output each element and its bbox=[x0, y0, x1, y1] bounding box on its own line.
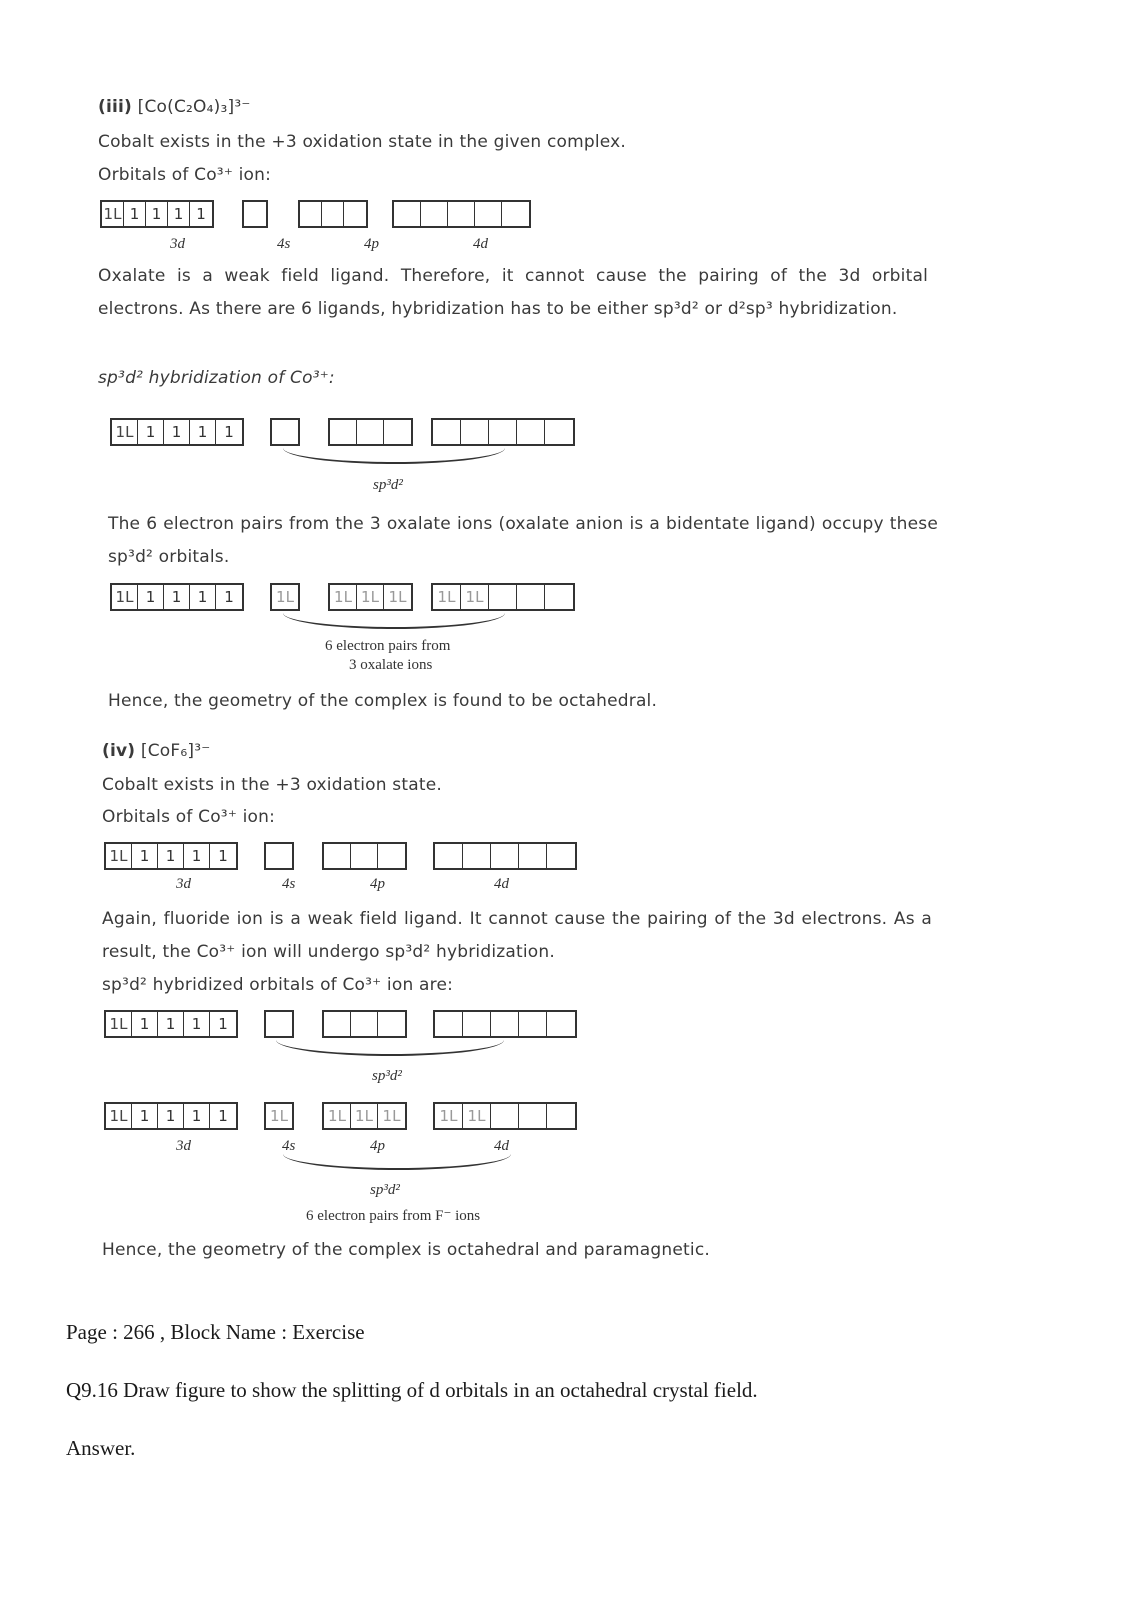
electron-pair: 1L bbox=[106, 1012, 132, 1036]
electron-up: 1 bbox=[146, 202, 168, 226]
empty-box bbox=[433, 420, 461, 444]
electron-up: 1 bbox=[138, 420, 164, 444]
empty-box bbox=[547, 844, 575, 868]
caption-oxalate-pairs-2: 3 oxalate ions bbox=[349, 657, 433, 673]
brace-fluoride-pairs bbox=[283, 1154, 511, 1170]
empty-box bbox=[357, 420, 384, 444]
electron-up: 1 bbox=[218, 1015, 228, 1033]
orbital-4p bbox=[328, 583, 413, 611]
part-iv-conclusion: Hence, the geometry of the complex is octahedral and paramagnetic. bbox=[102, 1240, 710, 1260]
part-iii-oxidation-state: Cobalt exists in the +3 oxidation state in the given complex. bbox=[98, 132, 627, 152]
empty-box bbox=[330, 420, 357, 444]
empty-box bbox=[519, 844, 547, 868]
empty-box bbox=[435, 1012, 463, 1036]
ligand-pair: 1L bbox=[435, 1104, 463, 1128]
part-iv-number: (iv) bbox=[102, 741, 136, 761]
electron-up: 1 bbox=[184, 1012, 210, 1036]
empty-box bbox=[272, 420, 298, 444]
orbital-4d bbox=[433, 842, 577, 870]
electron-up: 1 bbox=[196, 205, 206, 223]
empty-box bbox=[489, 420, 517, 444]
empty-box bbox=[463, 1012, 491, 1036]
empty-box bbox=[491, 1104, 519, 1128]
electron-up: 1 bbox=[124, 202, 146, 226]
label-4s: 4s bbox=[282, 1138, 296, 1154]
orbital-4d bbox=[431, 418, 575, 446]
electron-up: 1 bbox=[190, 585, 216, 609]
electron-pair: 1L bbox=[112, 585, 138, 609]
ligand-pair: 1L bbox=[382, 1107, 401, 1125]
empty-box bbox=[378, 844, 405, 868]
ligand-pair: 1L bbox=[324, 1104, 351, 1128]
label-3d: 3d bbox=[176, 1138, 191, 1154]
label-4s: 4s bbox=[277, 236, 291, 252]
empty-box bbox=[519, 1012, 547, 1036]
ligand-pair: 1L bbox=[357, 585, 384, 609]
page-block-info: Page : 266 , Block Name : Exercise bbox=[66, 1320, 365, 1344]
orbital-3d bbox=[104, 1010, 238, 1038]
electron-up: 1 bbox=[164, 420, 190, 444]
empty-box bbox=[545, 420, 573, 444]
orbital-4s bbox=[242, 200, 268, 228]
electron-up: 1 bbox=[138, 585, 164, 609]
part-iv-hybridized-label: sp³d² hybridized orbitals of Co³⁺ ion are: bbox=[102, 975, 454, 995]
empty-box bbox=[344, 202, 366, 226]
ligand-pair: 1L bbox=[463, 1104, 491, 1128]
empty-box bbox=[351, 1012, 378, 1036]
electron-up: 1 bbox=[158, 844, 184, 868]
empty-box bbox=[351, 844, 378, 868]
electron-up: 1 bbox=[158, 1012, 184, 1036]
electron-up: 1 bbox=[132, 1012, 158, 1036]
diagram-iv-hybridization bbox=[104, 1010, 577, 1038]
empty-box bbox=[547, 1012, 575, 1036]
empty-box bbox=[491, 1012, 519, 1036]
orbital-3d bbox=[104, 1102, 238, 1130]
electron-up: 1 bbox=[184, 844, 210, 868]
part-iii-hybridization-label: sp³d² hybridization of Co³⁺: bbox=[98, 368, 335, 388]
ligand-pair: 1L bbox=[270, 1107, 288, 1125]
electron-up: 1 bbox=[168, 202, 190, 226]
orbital-4s bbox=[264, 1010, 294, 1038]
empty-box bbox=[517, 420, 545, 444]
brace-oxalate-pairs bbox=[283, 613, 505, 629]
part-iii-paragraph-2: The 6 electron pairs from the 3 oxalate ions (oxalate anion is a bidentate ligand) occupy these sp³d² orbitals. bbox=[108, 514, 938, 567]
part-iii-paragraph-1: Oxalate is a weak field ligand. Therefore, it cannot cause the pairing of the 3d orbital electrons. As there are 6 ligands, hybridization has to be either sp³d² or d²sp³ hybridization. bbox=[98, 266, 928, 319]
orbital-3d bbox=[104, 842, 238, 870]
electron-pair: 1L bbox=[112, 420, 138, 444]
orbital-4s bbox=[264, 842, 294, 870]
electron-up: 1 bbox=[164, 585, 190, 609]
ligand-pair: 1L bbox=[351, 1104, 378, 1128]
answer-label: Answer. bbox=[66, 1436, 136, 1460]
orbital-4s bbox=[270, 418, 300, 446]
electron-up: 1 bbox=[218, 1107, 228, 1125]
label-4d: 4d bbox=[473, 236, 488, 252]
orbital-3d bbox=[110, 583, 244, 611]
electron-pair: 1L bbox=[102, 202, 124, 226]
label-4s: 4s bbox=[282, 876, 296, 892]
ligand-pair: 1L bbox=[433, 585, 461, 609]
label-4d: 4d bbox=[494, 876, 509, 892]
empty-box bbox=[491, 844, 519, 868]
empty-box bbox=[394, 202, 421, 226]
orbital-3d bbox=[110, 418, 244, 446]
label-sp3d2: sp³d² bbox=[372, 1068, 402, 1084]
empty-box bbox=[463, 844, 491, 868]
empty-box bbox=[324, 1012, 351, 1036]
electron-up: 1 bbox=[190, 420, 216, 444]
empty-box bbox=[475, 202, 502, 226]
question-9-16: Q9.16 Draw figure to show the splitting of d orbitals in an octahedral crystal field. bbox=[66, 1378, 758, 1402]
ligand-pair: 1L bbox=[276, 588, 294, 606]
electron-up: 1 bbox=[218, 847, 228, 865]
electron-up: 1 bbox=[224, 588, 234, 606]
orbital-4p bbox=[322, 842, 407, 870]
empty-box bbox=[322, 202, 344, 226]
empty-box bbox=[266, 1012, 292, 1036]
empty-box bbox=[461, 420, 489, 444]
empty-box bbox=[502, 202, 529, 226]
diagram-iv-orbitals bbox=[104, 842, 577, 870]
empty-box bbox=[489, 585, 517, 609]
part-iv-oxidation-state: Cobalt exists in the +3 oxidation state. bbox=[102, 775, 442, 795]
electron-up: 1 bbox=[132, 844, 158, 868]
part-iii-formula: [Co(C₂O₄)₃]³⁻ bbox=[137, 97, 251, 117]
label-sp3d2: sp³d² bbox=[370, 1182, 400, 1198]
empty-box bbox=[378, 1012, 405, 1036]
empty-box bbox=[519, 1104, 547, 1128]
brace-sp3d2 bbox=[283, 448, 505, 464]
orbital-3d bbox=[100, 200, 214, 228]
part-iii-number: (iii) bbox=[98, 97, 133, 117]
orbital-4p bbox=[322, 1010, 407, 1038]
orbital-4d bbox=[431, 583, 575, 611]
orbital-4d bbox=[392, 200, 531, 228]
orbital-4p bbox=[322, 1102, 407, 1130]
empty-box bbox=[300, 202, 322, 226]
label-4p: 4p bbox=[364, 236, 379, 252]
empty-box bbox=[244, 202, 266, 226]
caption-fluoride-pairs: 6 electron pairs from F⁻ ions bbox=[306, 1208, 481, 1224]
ligand-pair: 1L bbox=[461, 585, 489, 609]
label-3d: 3d bbox=[170, 236, 185, 252]
ligand-pair: 1L bbox=[388, 588, 407, 606]
label-sp3d2: sp³d² bbox=[373, 477, 403, 493]
orbital-4s bbox=[264, 1102, 294, 1130]
part-iii-heading bbox=[98, 97, 251, 117]
empty-box bbox=[545, 585, 573, 609]
label-4p: 4p bbox=[370, 1138, 385, 1154]
electron-pair: 1L bbox=[106, 1104, 132, 1128]
brace-sp3d2 bbox=[276, 1040, 504, 1056]
empty-box bbox=[324, 844, 351, 868]
diagram-iii-filled bbox=[110, 583, 575, 611]
electron-up: 1 bbox=[132, 1104, 158, 1128]
label-4d: 4d bbox=[494, 1138, 509, 1154]
empty-box bbox=[547, 1104, 575, 1128]
electron-up: 1 bbox=[184, 1104, 210, 1128]
orbital-4p bbox=[328, 418, 413, 446]
label-4p: 4p bbox=[370, 876, 385, 892]
empty-box bbox=[448, 202, 475, 226]
diagram-iv-filled bbox=[104, 1102, 577, 1130]
empty-box bbox=[266, 844, 292, 868]
empty-box bbox=[421, 202, 448, 226]
diagram-iii-orbitals bbox=[100, 200, 531, 228]
diagram-iii-hybridization bbox=[110, 418, 575, 446]
orbital-4s bbox=[270, 583, 300, 611]
ligand-pair: 1L bbox=[330, 585, 357, 609]
orbital-4d bbox=[433, 1010, 577, 1038]
part-iii-conclusion: Hence, the geometry of the complex is found to be octahedral. bbox=[108, 691, 658, 711]
orbital-4p bbox=[298, 200, 368, 228]
empty-box bbox=[384, 420, 411, 444]
electron-up: 1 bbox=[224, 423, 234, 441]
part-iii-orbitals-label: Orbitals of Co³⁺ ion: bbox=[98, 165, 272, 185]
part-iv-paragraph-1: Again, fluoride ion is a weak field ligand. It cannot cause the pairing of the 3d electrons. As a result, the Co³⁺ ion will undergo sp³d² hybridization. bbox=[102, 909, 932, 962]
label-3d: 3d bbox=[176, 876, 191, 892]
orbital-4d bbox=[433, 1102, 577, 1130]
empty-box bbox=[435, 844, 463, 868]
caption-oxalate-pairs-1: 6 electron pairs from bbox=[325, 638, 451, 654]
electron-pair: 1L bbox=[106, 844, 132, 868]
part-iv-orbitals-label: Orbitals of Co³⁺ ion: bbox=[102, 807, 276, 827]
empty-box bbox=[517, 585, 545, 609]
electron-up: 1 bbox=[158, 1104, 184, 1128]
part-iv-formula: [CoF₆]³⁻ bbox=[140, 741, 211, 761]
part-iv-heading bbox=[102, 741, 210, 761]
